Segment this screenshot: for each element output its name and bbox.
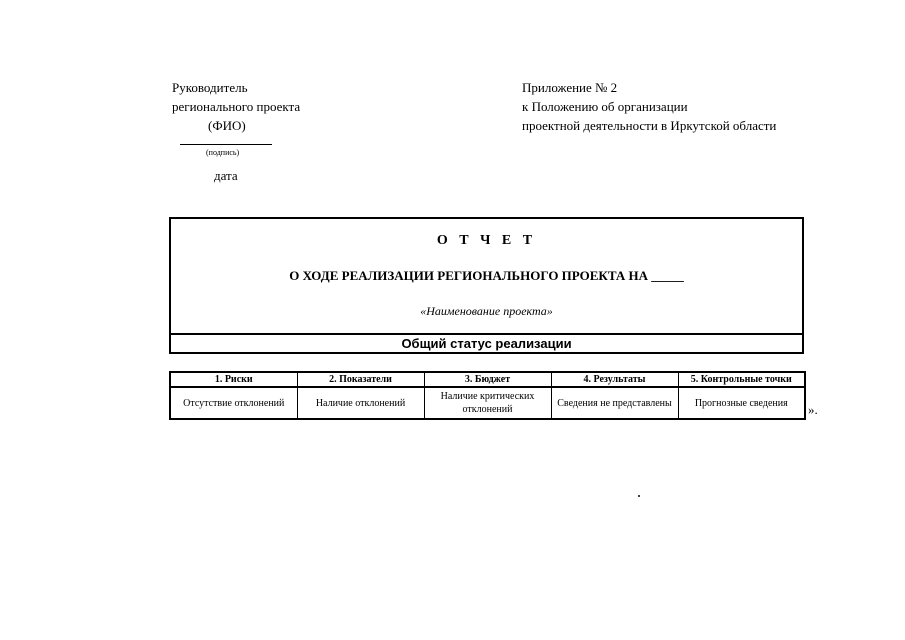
- status-value-row: [170, 387, 805, 419]
- status-table: [169, 371, 806, 420]
- report-title: О Т Ч Е Т: [436, 233, 537, 248]
- value-checkpoints: Прогнозные сведения: [678, 387, 805, 419]
- appendix-block: [522, 78, 776, 135]
- value-risks: Отсутствие отклонений: [170, 387, 297, 419]
- manager-block: [172, 78, 300, 135]
- header-indicators: 2. Показатели: [297, 372, 424, 387]
- header-risks: 1. Риски: [170, 372, 297, 387]
- status-header-row: [170, 372, 805, 387]
- status-header: Общий статус реализации: [171, 333, 802, 352]
- manager-role-line1: Руководитель: [172, 80, 248, 95]
- value-indicators: Наличие отклонений: [297, 387, 424, 419]
- scan-speck: [638, 495, 640, 497]
- appendix-line3: проектной деятельности в Иркутской области: [522, 118, 777, 133]
- report-subtitle: О ХОДЕ РЕАЛИЗАЦИИ РЕГИОНАЛЬНОГО ПРОЕКТА НА _____: [289, 268, 684, 283]
- report-box: [169, 217, 804, 354]
- appendix-line2: к Положению об организации: [522, 99, 688, 114]
- header-checkpoints: 5. Контрольные точки: [678, 372, 805, 387]
- header-results: 4. Результаты: [551, 372, 678, 387]
- manager-fio: (ФИО): [208, 118, 246, 133]
- appendix-line1: Приложение № 2: [522, 80, 618, 95]
- signature-caption: (подпись): [206, 148, 240, 157]
- header-budget: 3. Бюджет: [424, 372, 551, 387]
- value-results: Сведения не представлены: [551, 387, 678, 419]
- signature-line: [180, 144, 272, 145]
- project-name: «Наименование проекта»: [420, 304, 553, 318]
- closing-quote: ».: [808, 402, 818, 417]
- manager-role-line2: регионального проекта: [172, 99, 301, 114]
- value-budget: Наличие критических отклонений: [424, 387, 551, 419]
- date-label: дата: [214, 168, 238, 183]
